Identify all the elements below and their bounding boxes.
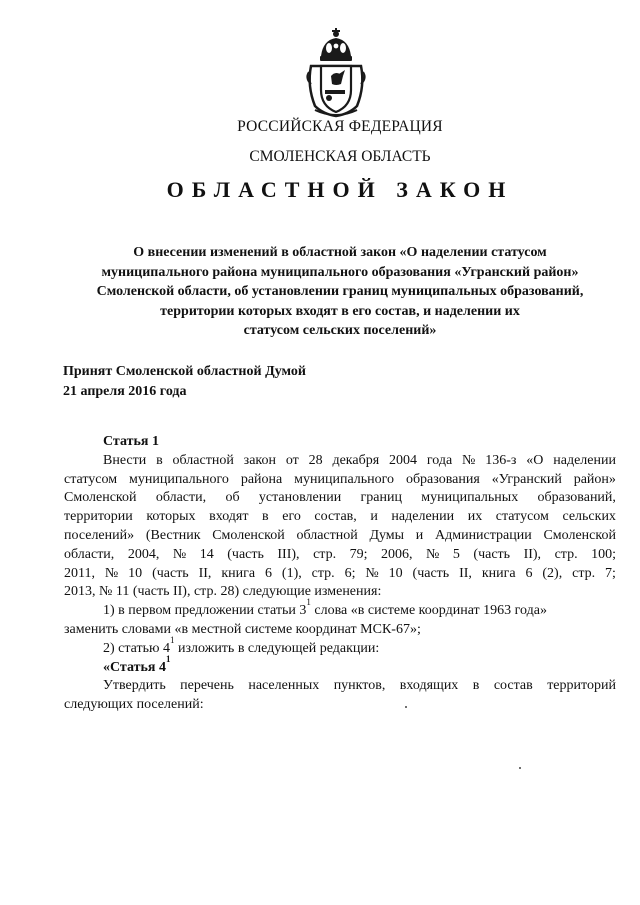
amendment-item-1 — [64, 597, 616, 621]
article-1 — [64, 433, 616, 715]
paragraph-line: следующих поселений: — [64, 697, 204, 713]
amendment-item-1-text-cont: слова «в системе координат 1963 года» — [310, 603, 547, 619]
word: № — [462, 452, 476, 468]
word: стр. — [311, 565, 335, 581]
amendment-item-1-text: 1) в первом предложении статьи 3 — [103, 603, 307, 619]
word: (2), — [542, 565, 563, 581]
law-title-line: статусом сельских поселений» — [243, 323, 437, 339]
paragraph-line — [64, 565, 616, 584]
word: (часть — [473, 546, 511, 562]
word: года — [426, 452, 453, 468]
adoption-date: 21 апреля 2016 года — [63, 384, 187, 399]
word: (Вестник — [145, 527, 201, 543]
law-title-line: территории которых входят в его состав, и наделении их — [160, 303, 520, 319]
word: от — [285, 452, 299, 468]
word: его — [282, 509, 301, 525]
word: Внести — [103, 452, 147, 468]
word: области, — [64, 546, 115, 562]
quoted-article-heading — [64, 653, 616, 678]
country-heading: РОССИЙСКАЯ ФЕДЕРАЦИЯ — [237, 118, 443, 135]
paragraph-line — [64, 452, 616, 471]
word: входящих — [399, 678, 459, 694]
word: территорий — [547, 678, 616, 694]
word: III), — [277, 546, 300, 562]
word: № — [426, 546, 440, 562]
law-title — [60, 243, 620, 341]
word: 2011, — [64, 565, 95, 581]
word: 2004, — [127, 546, 160, 562]
superscript: 1 — [169, 634, 175, 645]
paragraph-line — [64, 527, 616, 546]
word: входят — [209, 509, 249, 525]
word: статусом — [64, 471, 118, 487]
word: об — [225, 490, 240, 506]
word: 6 — [265, 565, 272, 581]
word: и — [415, 527, 424, 543]
paragraph-line — [64, 471, 616, 490]
word: (1), — [281, 565, 302, 581]
word: стр. — [313, 546, 337, 562]
word: 2006, — [381, 546, 413, 562]
word: Смоленской — [543, 527, 616, 543]
quoted-article-heading-text: «Статья 4 — [103, 659, 166, 675]
word: Думы — [369, 527, 405, 543]
region-heading: СМОЛЕНСКАЯ ОБЛАСТЬ — [249, 148, 431, 165]
scan-speck — [519, 767, 521, 769]
word: «О — [526, 452, 544, 468]
word: территории — [64, 509, 133, 525]
word: поселений» — [64, 527, 135, 543]
word: статусом — [495, 509, 549, 525]
word: (часть — [227, 546, 264, 562]
word: 10 — [128, 565, 143, 581]
word: в — [156, 452, 163, 468]
superscript: 1 — [165, 653, 171, 664]
law-type-heading: ОБЛАСТНОЙ ЗАКОН — [166, 177, 514, 202]
word: сельских — [562, 509, 616, 525]
word: пунктов, — [333, 678, 386, 694]
word: № — [104, 565, 119, 581]
paragraph-line — [64, 546, 616, 565]
article-1-heading: Статья 1 — [103, 434, 159, 449]
word: которых — [146, 509, 196, 525]
word: 6; — [344, 565, 356, 581]
word: 136-з — [485, 452, 517, 468]
word: № — [172, 546, 187, 562]
paragraph-line: 2013, № 11 (часть II), стр. 28) следующие изменения: — [64, 584, 382, 600]
word: 28 — [308, 452, 323, 468]
word: муниципального — [294, 471, 395, 487]
word: «Угранский — [491, 471, 562, 487]
adoption-note — [63, 362, 306, 402]
word: II, — [198, 565, 212, 581]
word: 10 — [388, 565, 403, 581]
word: границ — [360, 490, 402, 506]
word: в — [262, 509, 269, 525]
word: декабря — [332, 452, 380, 468]
word: состав, — [314, 509, 357, 525]
word: состав — [493, 678, 533, 694]
paragraph-line — [64, 677, 616, 696]
word: 6 — [525, 565, 533, 581]
word: Утвердить — [103, 678, 166, 694]
word: (часть — [152, 565, 189, 581]
law-title-line: муниципального района муниципального образования «Угранский район» — [101, 264, 579, 280]
law-title-line: О внесении изменений в областной закон «О наделении статусом — [133, 245, 547, 260]
amendment-item-2 — [64, 634, 616, 659]
word: их — [467, 509, 483, 525]
paragraph-line — [64, 489, 616, 508]
word: образований, — [537, 490, 616, 506]
word: Смоленской — [212, 527, 285, 543]
word: Смоленской — [64, 490, 137, 506]
word: (часть — [412, 565, 450, 581]
word: области, — [155, 490, 207, 506]
word: стр. — [572, 565, 596, 581]
word: 7; — [605, 565, 616, 581]
word: перечень — [180, 678, 234, 694]
scan-speck — [405, 706, 407, 708]
amendment-item-2-text-cont: изложить в следующей редакции: — [174, 640, 380, 656]
word: района — [240, 471, 283, 487]
superscript: 1 — [306, 597, 311, 608]
adoption-body: Принят Смоленской областной Думой — [63, 364, 306, 379]
word: наделении — [553, 452, 616, 468]
word: муниципальных — [421, 490, 519, 506]
paragraph-line — [64, 508, 616, 527]
word: 100; — [591, 546, 616, 562]
word: установлении — [258, 490, 342, 506]
word: образования — [405, 471, 480, 487]
word: книга — [221, 565, 256, 581]
word: 79; — [349, 546, 368, 562]
word: областной — [172, 452, 234, 468]
amendment-item-1-line-2: заменить словами «в местной системе координат МСК-67»; — [64, 621, 421, 637]
word: № — [365, 565, 379, 581]
word: и — [370, 509, 378, 525]
word: областной — [296, 527, 358, 543]
word: II), — [523, 546, 542, 562]
word: закон — [243, 452, 276, 468]
word: наделении — [391, 509, 455, 525]
amendment-item-2-text: 2) статью 4 — [103, 640, 170, 656]
word: в — [472, 678, 480, 694]
word: населенных — [248, 678, 320, 694]
word: муниципального — [129, 471, 229, 487]
law-title-line: Смоленской области, об установлении границ муниципальных образований, — [96, 284, 584, 300]
coat-of-arms-emblem — [303, 26, 369, 118]
word: район» — [573, 471, 616, 487]
word: книга — [481, 565, 516, 581]
word: II, — [459, 565, 472, 581]
word: стр. — [554, 546, 578, 562]
word: Администрации — [434, 527, 532, 543]
word: 14 — [199, 546, 214, 562]
word: 5 — [452, 546, 460, 562]
word: 2004 — [389, 452, 418, 468]
